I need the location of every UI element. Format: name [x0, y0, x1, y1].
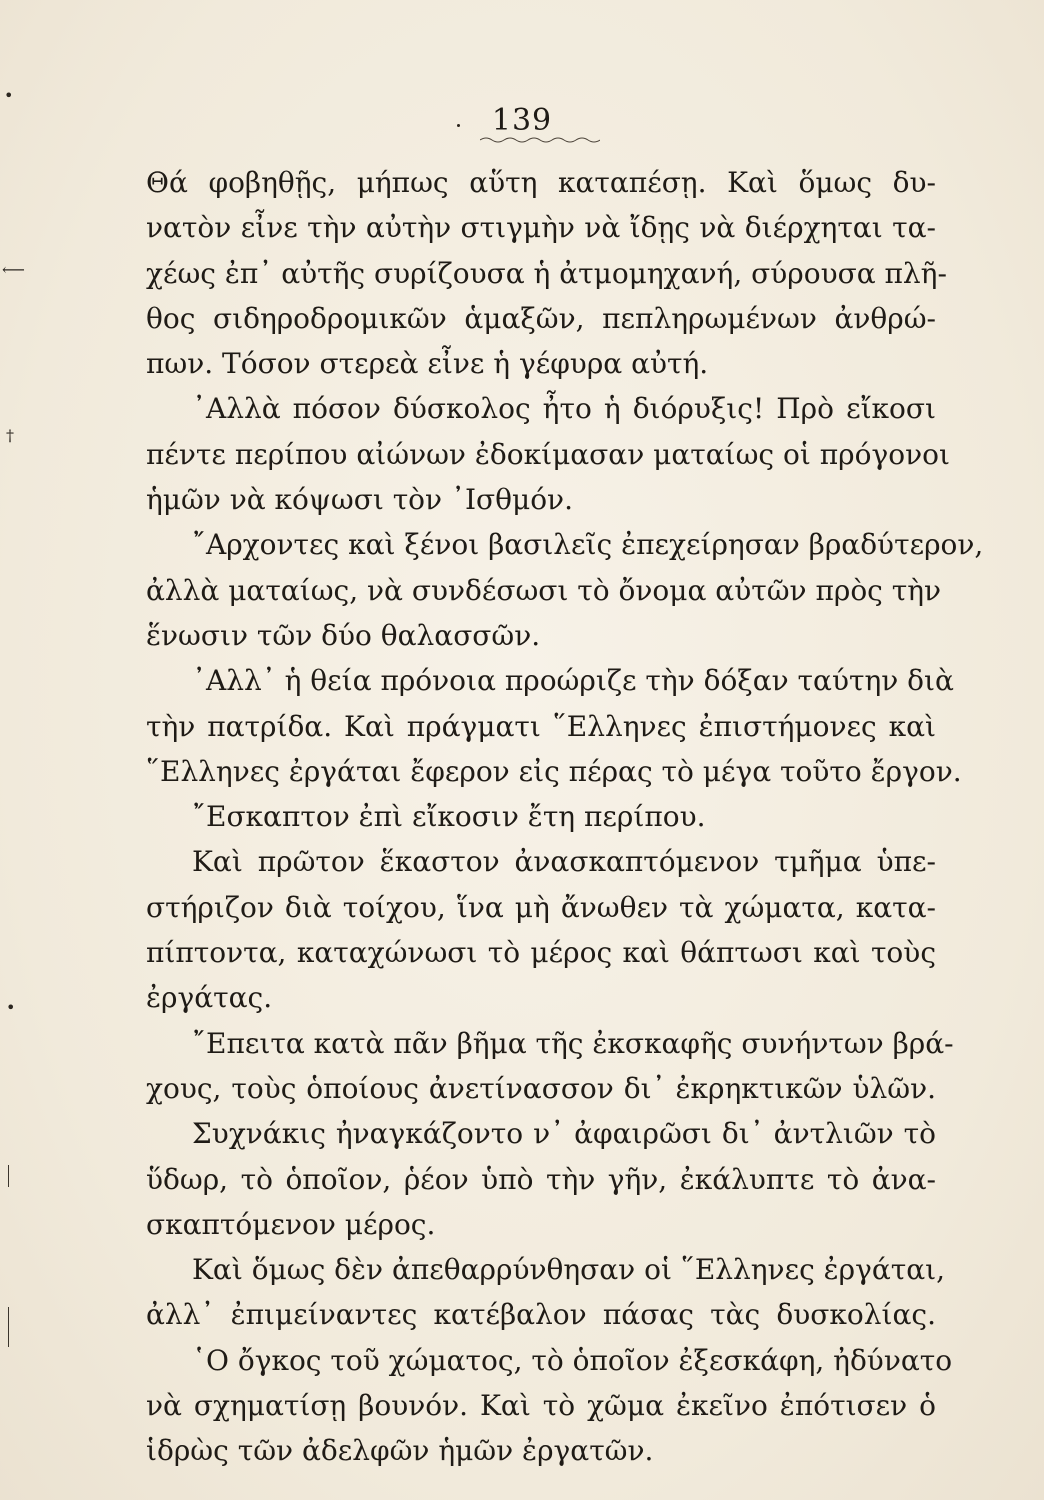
text-line: πέντε περίπου αἰώνων ἐδοκίμασαν ματαίως οἱ πρόγονοι — [146, 437, 950, 471]
margin-mark: • — [4, 86, 14, 105]
text-line: χους, τοὺς ὁποίους ἀνετίνασσον δι᾽ ἐκρηκτικῶν ὑλῶν. — [146, 1071, 936, 1105]
text-line: πίπτοντα, καταχώνωσι τὸ μέρος καὶ θάπτωσι καὶ τοὺς — [146, 936, 936, 970]
text-line: ἱδρὼς τῶν ἀδελφῶν ἡμῶν ἐργατῶν. — [146, 1434, 654, 1468]
text-line: ᾽Αλλ᾽ ἡ θεία πρόνοια προώριζε τὴν δόξαν ταύτην διὰ — [192, 664, 954, 698]
text-line: ἡμῶν νὰ κόψωσι τὸν ᾽Ισθμόν. — [146, 483, 573, 517]
text-line: νὰ σχηματίσῃ βουνόν. Καὶ τὸ χῶμα ἐκεῖνο ἐπότισεν ὁ — [146, 1389, 936, 1423]
text-line: σκαπτόμενον μέρος. — [146, 1207, 436, 1241]
text-line: θος σιδηροδρομικῶν ἁμαξῶν, πεπληρωμένων ἀνθρώ- — [146, 301, 936, 335]
text-line: Καὶ πρῶτον ἕκαστον ἀνασκαπτόμενον τμῆμα ὑπε- — [192, 845, 936, 879]
margin-mark: ⟵ — [2, 260, 25, 279]
page-number: 139 — [491, 103, 553, 138]
text-line: ῾Ο ὄγκος τοῦ χώματος, τὸ ὁποῖον ἐξεσκάφη, ἠδύνατο — [192, 1343, 953, 1377]
text-line: πων. Τόσον στερεὰ εἶνε ἡ γέφυρα αὐτή. — [146, 347, 709, 381]
margin-mark: • — [6, 998, 16, 1017]
margin-mark: † — [6, 426, 14, 445]
text-line: ῎Αρχοντες καὶ ξένοι βασιλεῖς ἐπεχείρησαν βραδύτερον, — [192, 528, 984, 562]
text-line: ἐργάτας. — [146, 981, 273, 1015]
body-text — [146, 160, 984, 1474]
text-line: νατὸν εἶνε τὴν αὐτὴν στιγμὴν νὰ ἴδῃς νὰ διέρχηται τα- — [146, 211, 936, 245]
text-line: ὕδωρ, τὸ ὁποῖον, ῥέον ὑπὸ τὴν γῆν, ἐκάλυπτε τὸ ἀνα- — [146, 1162, 936, 1196]
text-line: ᾽Αλλὰ πόσον δύσκολος ἦτο ἡ διόρυξις! Πρὸ εἴκοσι — [192, 392, 936, 426]
text-line: ἀλλ᾽ ἐπιμείναντες κατέβαλον πάσας τὰς δυσκολίας. — [146, 1298, 936, 1332]
text-line: ῎Εσκαπτον ἐπὶ εἴκοσιν ἔτη περίπου. — [192, 800, 706, 834]
text-line: Συχνάκις ἠναγκάζοντο ν᾽ ἀφαιρῶσι δι᾽ ἀντλιῶν τὸ — [192, 1117, 936, 1151]
text-line: ῎Επειτα κατὰ πᾶν βῆμα τῆς ἐκσκαφῆς συνήντων βρά- — [192, 1026, 954, 1060]
text-line: στήριζον διὰ τοίχου, ἵνα μὴ ἄνωθεν τὰ χώματα, κατα- — [146, 890, 936, 924]
text-line: τὴν πατρίδα. Καὶ πράγματι ῞Ελληνες ἐπιστήμονες καὶ — [146, 709, 936, 743]
text-line: ἀλλὰ ματαίως, νὰ συνδέσωσι τὸ ὄνομα αὐτῶν πρὸς τὴν — [146, 573, 942, 607]
margin-rule — [8, 1165, 9, 1187]
text-line: ῞Ελληνες ἐργάται ἔφερον εἰς πέρας τὸ μέγα τοῦτο ἔργον. — [146, 754, 962, 788]
text-line: ἕνωσιν τῶν δύο θαλασσῶν. — [146, 618, 541, 652]
text-line: Καὶ ὅμως δὲν ἀπεθαρρύνθησαν οἱ ῞Ελληνες ἐργάται, — [192, 1253, 946, 1287]
page-number-underline-flourish — [480, 134, 600, 146]
stray-ink-dot — [457, 124, 460, 127]
text-line: Θά φοβηθῇς, μήπως αὕτη καταπέσῃ. Καὶ ὅμως δυ- — [146, 166, 936, 199]
margin-rule — [8, 1307, 9, 1347]
text-line: χέως ἐπ᾽ αὐτῆς συρίζουσα ἡ ἀτμομηχανή, σύρουσα πλῆ- — [146, 256, 947, 290]
